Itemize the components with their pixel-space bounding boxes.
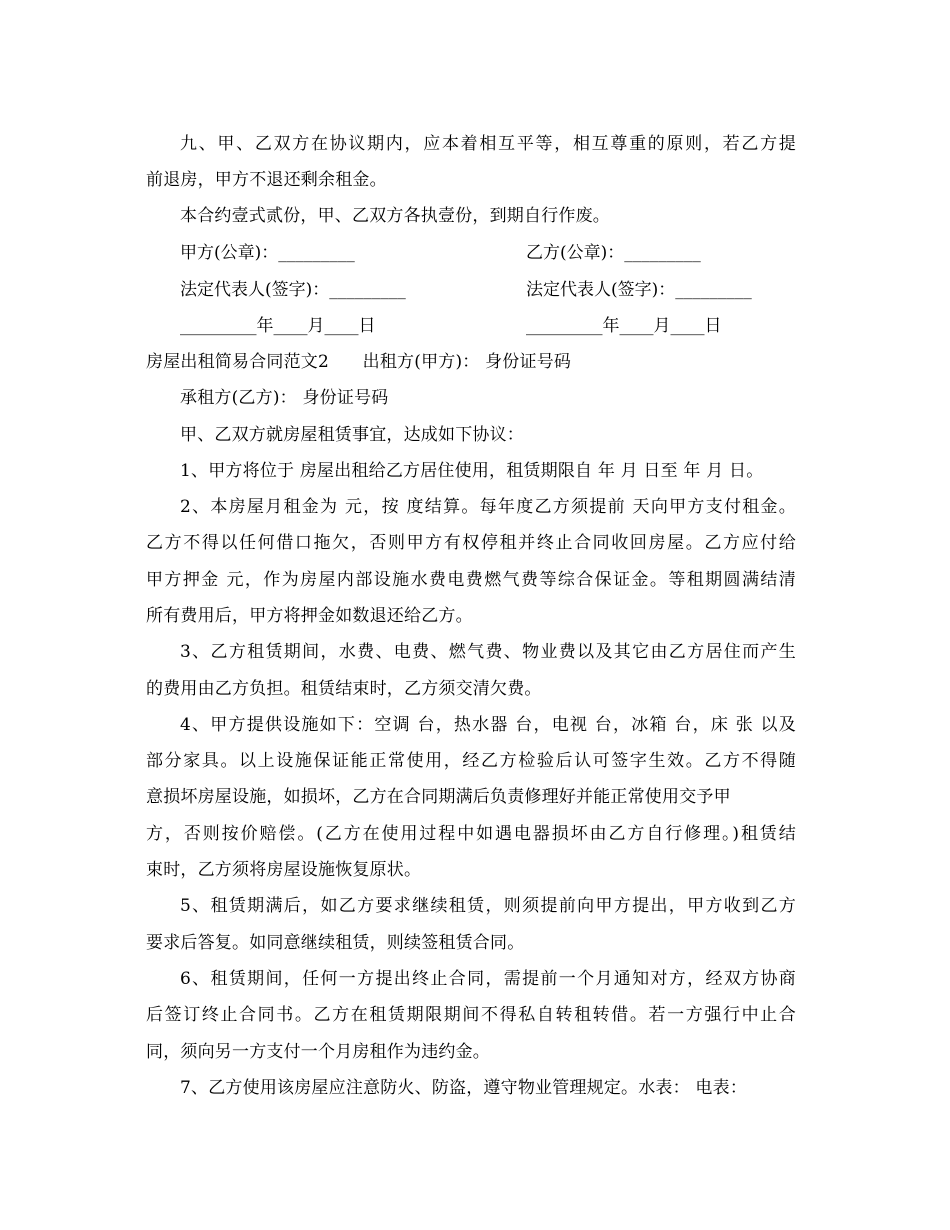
contract-title-line: 房屋出租简易合同范文2 出租方(甲方)： 身份证号码	[146, 352, 572, 372]
clause-3-line-1: 3、乙方租赁期间，水费、电费、燃气费、物业费以及其它由乙方居住而产生	[180, 642, 796, 662]
clause-6-line-1: 6、租赁期间，任何一方提出终止合同，需提前一个月通知对方，经双方协商	[180, 969, 796, 989]
clause-3-line-2: 的费用由乙方负担。租赁结束时，乙方须交清欠费。	[146, 679, 542, 699]
clause-7-line-1: 7、乙方使用该房屋应注意防火、防盗，遵守物业管理规定。水表： 电表：	[180, 1078, 748, 1098]
clause-4-line-2: 部分家具。以上设施保证能正常使用，经乙方检验后认可签字生效。乙方不得随	[146, 751, 796, 771]
clause-2-line-4: 所有费用后，甲方将押金如数退还给乙方。	[146, 606, 473, 626]
clause-2-line-2: 乙方不得以任何借口拖欠，否则甲方有权停租并终止合同收回房屋。乙方应付给	[146, 533, 796, 553]
clause-4-line-3: 意损坏房屋设施，如损坏，乙方在合同期满后负责修理好并能正常使用交予甲	[146, 787, 731, 807]
clause-5-line-1: 5、租赁期满后，如乙方要求继续租赁，则须提前向甲方提出，甲方收到乙方	[180, 896, 796, 916]
clause-4-line-4: 方，否则按价赔偿。(乙方在使用过程中如遇电器损坏由乙方自行修理。)租赁结	[146, 824, 796, 844]
clause-1: 1、甲方将位于 房屋出租给乙方居住使用，租赁期限自 年 月 日至 年 月 日。	[180, 461, 764, 481]
clause-4-line-1: 4、甲方提供设施如下：空调 台，热水器 台，电视 台，冰箱 台，床 张 以及	[180, 715, 796, 735]
clause-2-line-1: 2、本房屋月租金为 元，按 度结算。每年度乙方须提前 天向甲方支付租金。	[180, 497, 796, 517]
party-a-seal: 甲方(公章)：_________	[180, 243, 355, 263]
party-a-representative: 法定代表人(签字)：_________	[180, 280, 406, 300]
clause-6-line-3: 同，须向另一方支付一个月房租作为违约金。	[146, 1042, 490, 1062]
copies-clause: 本合约壹式贰份，甲、乙双方各执壹份，到期自行作废。	[180, 206, 610, 226]
party-a-date: _________年____月____日	[180, 316, 376, 336]
clause-9-line-1: 九、甲、乙双方在协议期内，应本着相互平等，相互尊重的原则，若乙方提	[180, 134, 796, 154]
party-b-date: _________年____月____日	[526, 316, 722, 336]
clause-4-line-5: 束时，乙方须将房屋设施恢复原状。	[146, 860, 422, 880]
clause-5-line-2: 要求后答复。如同意继续租赁，则续签租赁合同。	[146, 933, 525, 953]
clause-9-line-2: 前退房，甲方不退还剩余租金。	[146, 170, 387, 190]
intro-line: 甲、乙双方就房屋租赁事宜，达成如下协议：	[180, 425, 524, 445]
party-b-representative: 法定代表人(签字)：_________	[526, 280, 752, 300]
clause-2-line-3: 甲方押金 元，作为房屋内部设施水费电费燃气费等综合保证金。等租期圆满结清	[146, 570, 796, 590]
party-b-seal: 乙方(公章)：_________	[526, 243, 701, 263]
tenant-line: 承租方(乙方)： 身份证号码	[180, 388, 389, 408]
clause-6-line-2: 后签订终止合同书。乙方在租赁期限期间不得私自转租转借。若一方强行中止合	[146, 1005, 796, 1025]
